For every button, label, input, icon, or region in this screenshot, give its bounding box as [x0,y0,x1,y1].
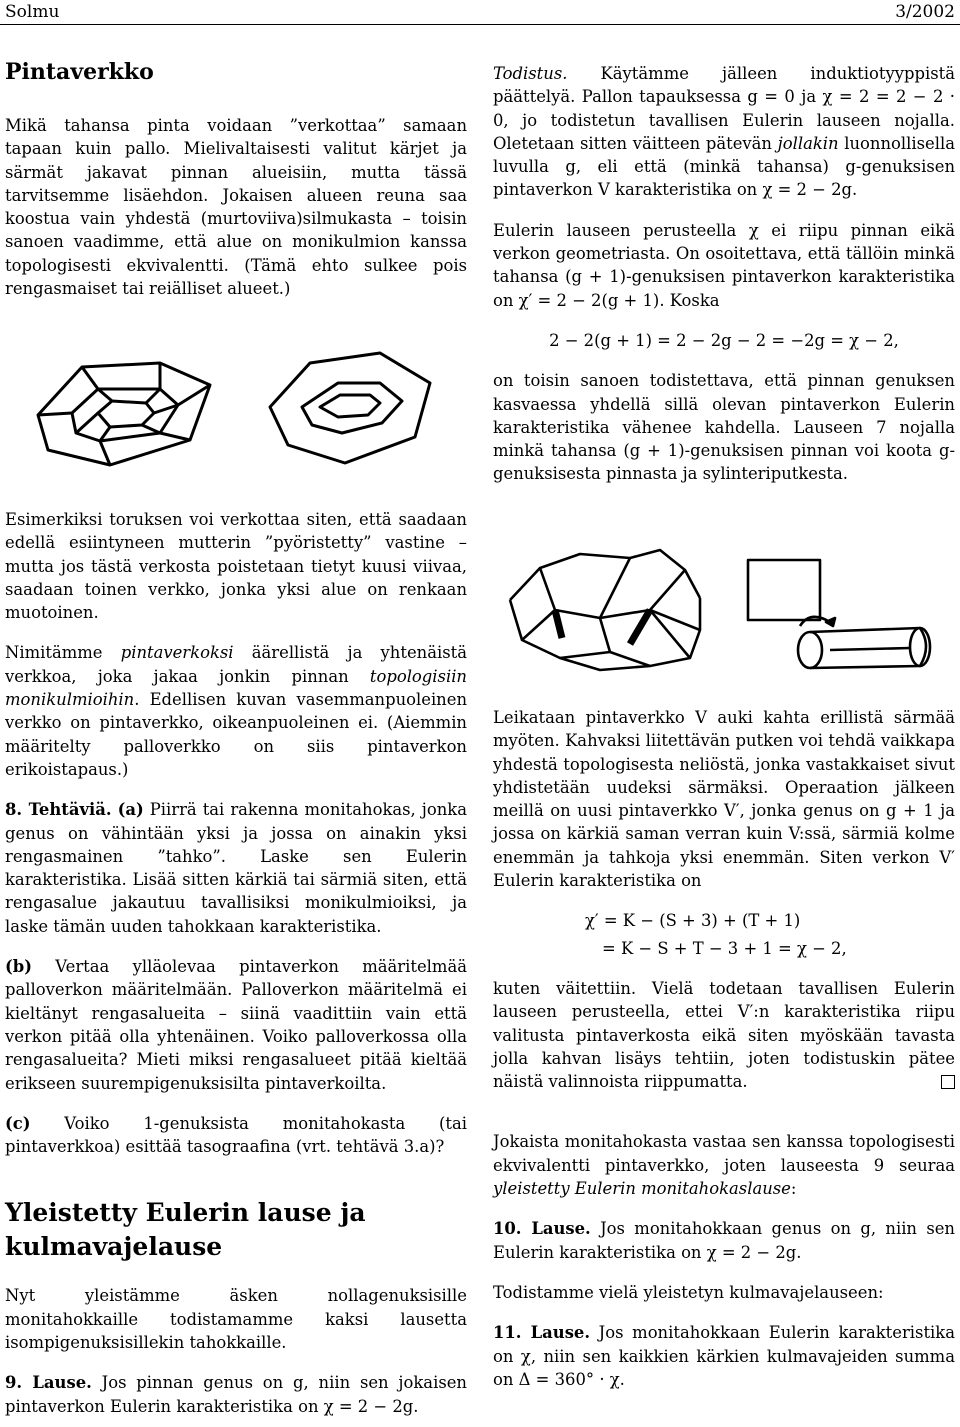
theorem-10: 10. Lause. Jos monitahokkaan genus on g, niin sen Eulerin karakteristika on χ = 2 − 2g. [493,1219,955,1262]
equation-2 [493,909,955,960]
issue-number: 3/2002 [895,2,955,22]
right-column-top [493,62,955,486]
exercise-label: 8. Tehtäviä. [5,800,112,820]
torus-net-right [270,353,430,463]
exercise-8b: (b) Vertaa ylläolevaa pintaverkon määritelmää palloverkon määritelmään. Palloverkon määritelmä ei kieltänyt rengasalueita – siinä vaadittiin vain että verkon pitää olla yhtenäinen. Voiko palloverkossa olla rengasalueita? Mieti miksi rengasalueet pitää kieltää erikseen suurempigenuksisilta pintaverkoilta. [5,957,467,1093]
section-intro: Nyt yleistämme äsken nollagenuksisille monitahokkaille todistamamme kaksi lausetta isompigenuksisillekin tahokkaille. [5,1286,467,1353]
equation-1: 2 − 2(g + 1) = 2 − 2g − 2 = −2g = χ − 2, [549,330,899,350]
theorem-11: 11. Lause. Jos monitahokkaan Eulerin karakteristika on χ, niin sen kaikkien kärkien kulmavajeiden summa on Δ = 360° · χ. [493,1323,955,1389]
theorem-9: 9. Lause. Jos pinnan genus on g, niin sen jokaisen pintaverkon Eulerin karakteristika on χ = 2 − 2g. [5,1373,467,1416]
term-pintaverkko: pintaverkoksi [120,643,234,663]
running-header [0,0,960,26]
right-column-bottom [493,706,955,1391]
proof-paragraph-3: on toisin sanoen todistettava, että pinnan genuksen kasvaessa yhdellä sillä olevan pintaverkon Eulerin karakteristika vähenee kahdella. Lauseen 7 nojalla minkä tahansa (g + 1)-genuksisen pinnan voi koota g-genuksisesta pinnasta ja sylinteriputkesta. [493,371,955,484]
left-column-top [5,58,467,300]
generalization-sentence: Todistamme vielä yleistetyn kulmavajelauseen: [493,1282,884,1302]
square-to-tube [748,560,835,626]
left-column-middle [5,508,467,1418]
qed-square-icon [941,1075,955,1089]
proof-label: Todistus. [493,64,568,83]
term-topological-polygons: topologisiin monikulmioihin [5,666,467,710]
header-rule [0,24,960,25]
definition-paragraph: Nimitämme pintaverkoksi äärellistä ja yhtenäistä verkkoa, joka jakaa jonkin pinnan topologisiin monikulmioihin. Edellisen kuvan vasemmanpuoleinen verkko on pintaverkko, oikeanpuoleinen ei. (Aiemmin määritelty palloverkko on siis pintaverkon erikoistapaus.) [5,643,467,779]
section-title-generalized-euler: Yleistetty Eulerin lause ja kulmavajelause [5,1198,366,1262]
proof-paragraph-4: Leikataan pintaverkko V auki kahta erillistä särmää myöten. Kahvaksi liitettävän putken voi tehdä vaikkapa yhdestä topologisesta neliöstä, jonka vastakkaiset sivut yhdistetään uudeksi särmäksi. Operaation jälkeen meillä on uusi pintaverkko V′, jonka genus on g + 1 ja jossa on kärkiä saman verran kuin V:ssä, särmiä kolme enemmän ja tahkoja yksi enemmän. Siten verkon V′ Eulerin karakteristika on [493,708,955,891]
surface-net-cut [510,550,700,670]
exercise-8c: (c) Voiko 1-genuksista monitahokasta (tai pintaverkkoa) esittää tasograafina (vrt. tehtävä 3.a)? [5,1113,467,1157]
intro-paragraph: Mikä tahansa pinta voidaan ”verkottaa” samaan tapaan kuin pallo. Mielivaltaisesti valitut kärjet ja särmät jakavat pinnan alueisiin, mutta tässä tarvitsemme lisäehdon. Jokaisen alueen reuna saa koostua vain yhdestä (murtoviiva)silmukasta – toisin sanoen vaadimme, että alue on monikulmion kanssa topologisesti ekvivalentti. (Tämä ehto sulkee pois rengasmaiset tai reiälliset alueet.) [5,116,467,299]
torus-net-left [38,363,210,465]
equation-2-line-2: = K − S + T − 3 + 1 = χ − 2, [602,938,847,958]
equation-2-line-1: χ′ = K − (S + 3) + (T + 1) [585,911,801,931]
corollary-intro: Jokaista monitahokasta vastaa sen kanssa topologisesti ekvivalentti pintaverkko, joten lauseesta 9 seuraa yleistetty Eulerin monitahokaslause: [493,1132,955,1199]
section-title-pintaverkko: Pintaverkko [5,59,154,85]
cut-edge-1 [555,610,562,638]
exercise-8a: 8. Tehtäviä. (a) Piirrä tai rakenna monitahokas, jonka genus on vähintään yksi ja jossa on ainakin yksi rengasmainen ”tahko”. Laske sen Eulerin karakteristika. Lisää sitten kärkiä tai särmiä siten, että rengasalue jakautuu tavallisiksi monikulmioiksi, ja laske tämän uuden tahokkaan karakteristika. [5,800,467,936]
proof-paragraph-1: Todistus. Käytämme jälleen induktiotyyppistä päättelyä. Pallon tapauksessa g = 0 ja χ = 2 = 2 − 2 · 0, jo todistetun tavallisen Eulerin lauseen nojalla. Oletetaan sitten väitteen pätevän jollakin luonnollisella luvulla g, eli että (minkä tahansa) g-genuksisen pintaverkon V karakteristika on χ = 2 − 2g. [493,64,956,200]
proof-paragraph-2: Eulerin lauseen perusteella χ ei riipu pinnan eikä verkon geometriasta. On osoitettava, että tällöin minkä tahansa (g + 1)-genuksisen pintaverkon karakteristika on χ′ = 2 − 2(g + 1). Koska [493,220,955,310]
cylinder-tube [798,628,930,668]
torus-figures [20,345,460,495]
proof-paragraph-5: kuten väitettiin. Vielä todetaan tavallisen Eulerin lauseen perusteella, ettei V′:n karakteristika riipu valitusta pintaverkosta eikä siten myöskään tavasta jolla kahvan lisäys tehtiin, joten todistuskin pätee näistä valinnoista riippumatta. [493,978,955,1092]
torus-example-paragraph: Esimerkiksi toruksen voi verkottaa siten, että saadaan edellä esiintyneen mutterin ”pyöristetty” vastine – mutta jos tästä verkosta poistetaan tietyt kuusi viivaa, saadaan toinen verkko, jonka yksi alue on renkaan muotoinen. [5,510,467,623]
journal-name: Solmu [5,2,60,22]
cut-edge-2 [630,610,650,644]
handle-attachment-figure [500,540,950,695]
